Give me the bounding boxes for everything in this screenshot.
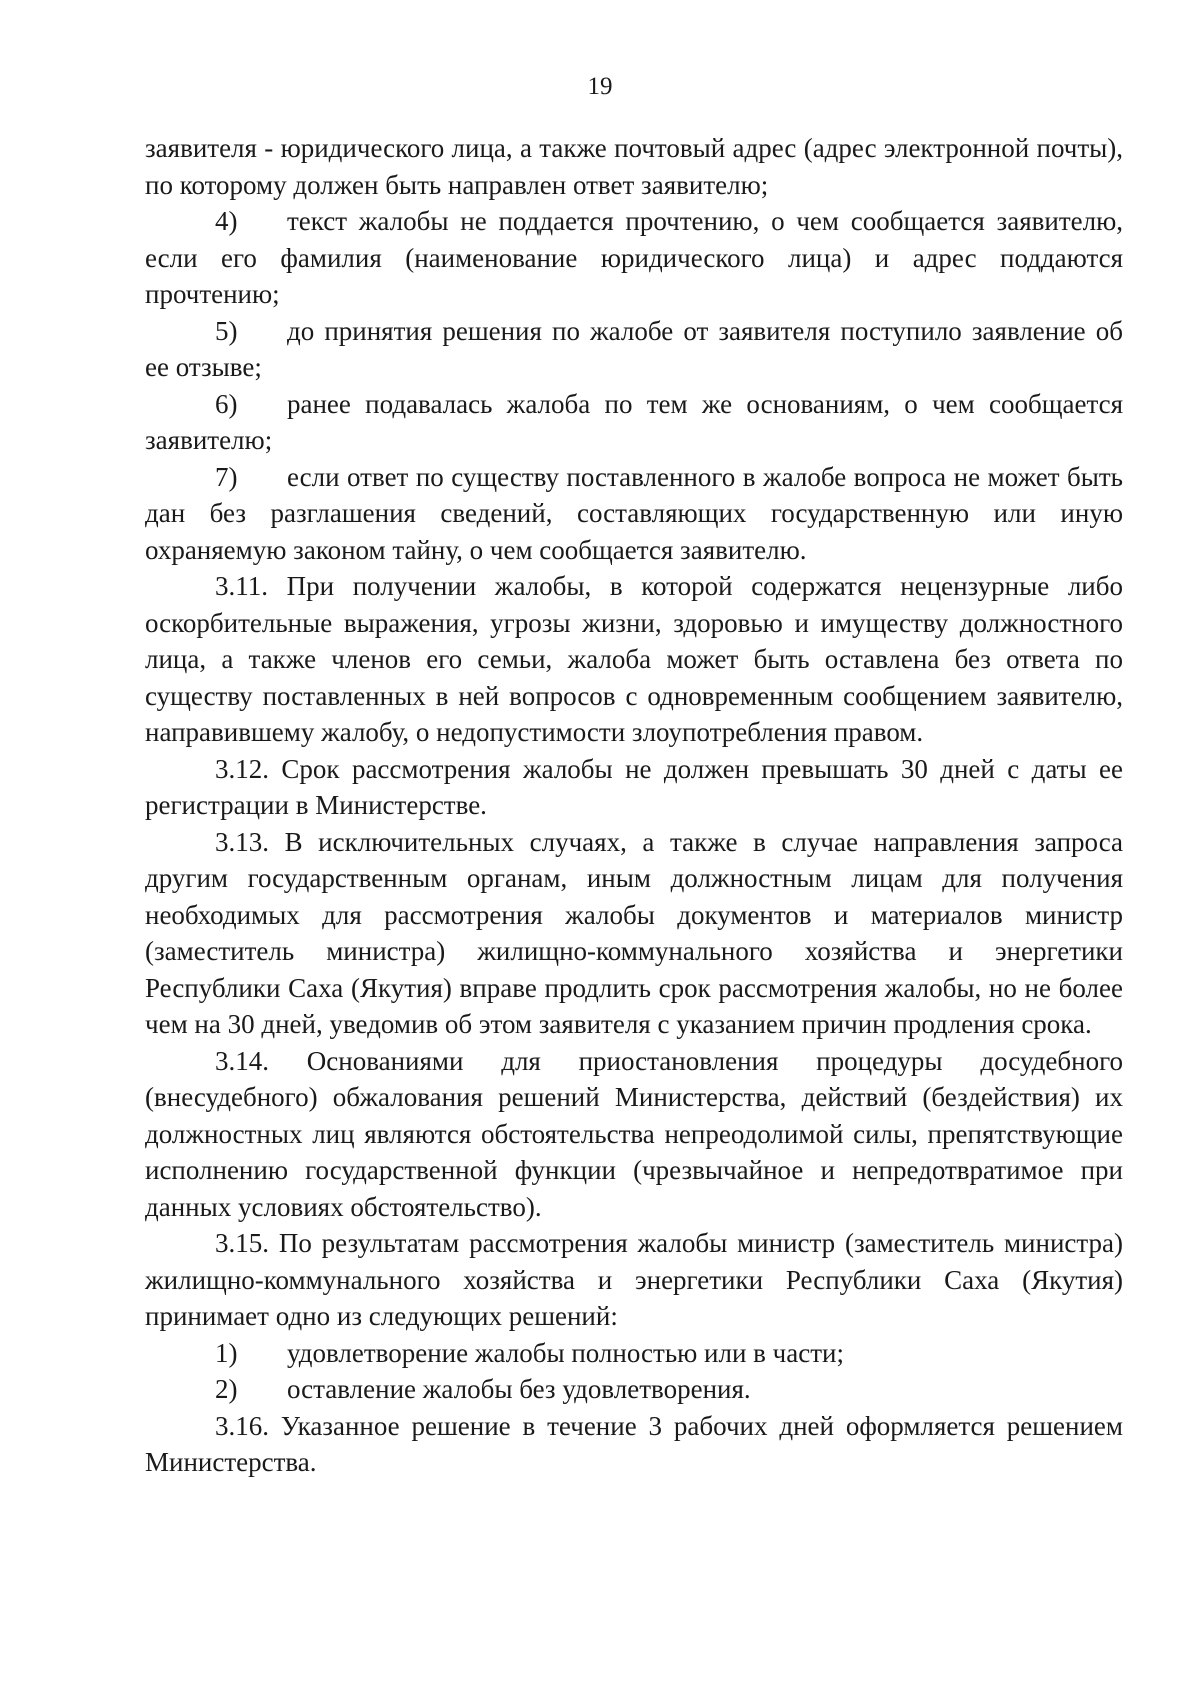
list-item-number: 2) <box>215 1374 238 1404</box>
list-item-number: 4) <box>215 206 238 236</box>
list-item-text: удовлетворение жалобы полностью или в части; <box>287 1337 844 1368</box>
list-item-text: ранее подавалась жалоба по тем же основаниям, о чем сообщается заявителю; <box>145 388 1123 455</box>
list-item-2 <box>145 1371 1123 1408</box>
list-item-text: оставление жалобы без удовлетворения. <box>287 1374 751 1404</box>
list-item-7 <box>145 459 1123 569</box>
list-item-6 <box>145 386 1123 459</box>
list-item-number: 7) <box>215 461 238 492</box>
section-3-12: 3.12. Срок рассмотрения жалобы не должен превышать 30 дней с даты ее регистрации в Министерстве. <box>145 753 1123 820</box>
section-3-13: 3.13. В исключительных случаях, а также в случае направления запроса другим государственным органам, иным должностным лицам для получения необходимых для рассмотрения жалобы документов и материалов министр (заместитель министра) жилищно-коммунального хозяйства и энергетики Республики Саха (Якутия) вправе продлить срок рассмотрения жалобы, но не более чем на 30 дней, уведомив об этом заявителя с указанием причин продления срока. <box>145 826 1123 1039</box>
section-3-16: 3.16. Указанное решение в течение 3 рабочих дней оформляется решением Министерства. <box>145 1410 1123 1477</box>
list-item-number: 5) <box>215 315 238 346</box>
section-3-11: 3.11. При получении жалобы, в которой содержатся нецензурные либо оскорбительные выражения, угрозы жизни, здоровью и имуществу должностного лица, а также членов его семьи, жалоба может быть оставлена без ответа по существу поставленных в ней вопросов с одновременным сообщением заявителю, направившему жалобу, о недопустимости злоупотребления правом. <box>145 571 1123 747</box>
list-item-4 <box>145 203 1123 313</box>
list-item-text: если ответ по существу поставленного в жалобе вопроса не может быть дан без разглашения сведений, составляющих государственную или иную охраняемую законом тайну, о чем сообщается заявителю. <box>145 461 1123 565</box>
list-item-number: 1) <box>215 1337 238 1368</box>
list-item-text: текст жалобы не поддается прочтению, о чем сообщается заявителю, если его фамилия (наименование юридического лица) и адрес поддаются прочтению; <box>145 206 1123 309</box>
list-item-5 <box>145 313 1123 386</box>
section-3-14: 3.14. Основаниями для приостановления процедуры досудебного (внесудебного) обжалования решений Министерства, действий (бездействия) их должностных лиц являются обстоятельства непреодолимой силы, препятствующие исполнению государственной функции (чрезвычайное и непредотвратимое при данных условиях обстоятельство). <box>145 1045 1123 1222</box>
page-number: 19 <box>587 73 613 100</box>
list-item-text: до принятия решения по жалобе от заявителя поступило заявление об ее отзыве; <box>145 315 1123 382</box>
list-item-1 <box>145 1335 1123 1372</box>
section-3-15: 3.15. По результатам рассмотрения жалобы министр (заместитель министра) жилищно-коммунального хозяйства и энергетики Республики Саха (Якутия) принимает одно из следующих решений: <box>145 1228 1123 1331</box>
paragraph-continuation <box>145 130 1123 203</box>
document-body <box>145 130 1123 1481</box>
paragraph-text: заявителя - юридического лица, а также почтовый адрес (адрес электронной почты), по которому должен быть направлен ответ заявителю; <box>145 133 1123 200</box>
list-item-number: 6) <box>215 388 238 419</box>
